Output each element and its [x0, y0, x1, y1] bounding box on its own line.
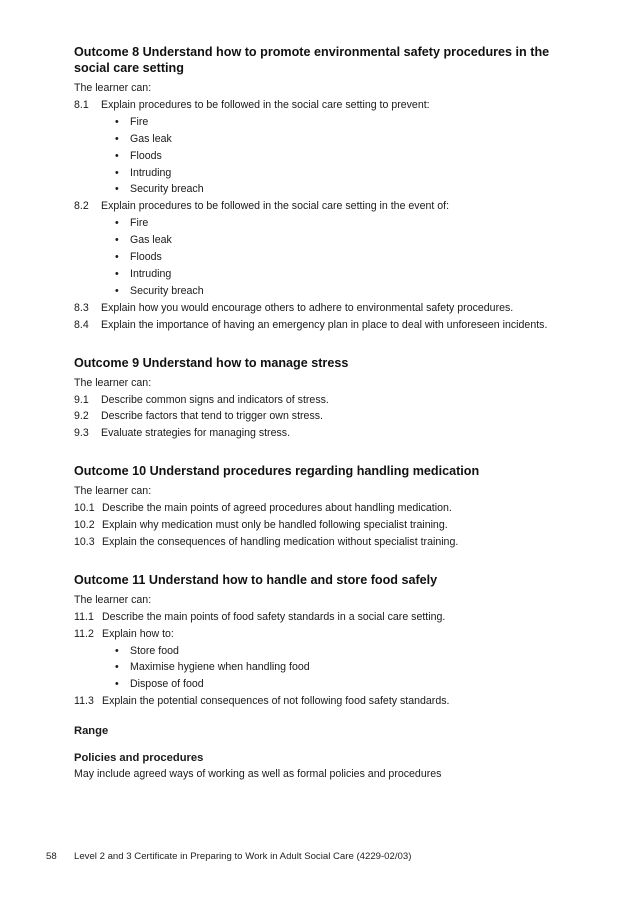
bullet-icon: •	[115, 166, 119, 179]
criterion-10-3	[74, 534, 594, 551]
list-item	[74, 232, 594, 249]
criterion-text: Explain how you would encourage others to adhere to environmental safety procedures.	[101, 301, 514, 314]
outcome-9	[74, 355, 594, 443]
outcome-heading: Outcome 11 Understand how to handle and store food safely	[74, 572, 438, 587]
learner-intro: The learner can:	[74, 593, 152, 606]
list-item	[74, 659, 594, 676]
outcome-heading-line: Outcome 8 Understand how to promote environmental safety procedures in the	[74, 45, 550, 59]
outcome-8	[74, 44, 594, 334]
list-item	[74, 283, 594, 300]
list-item	[74, 676, 594, 693]
criterion-9-2	[74, 408, 594, 425]
bullet-icon: •	[115, 644, 119, 657]
bullet-icon: •	[115, 284, 119, 297]
criterion-number: 8.1	[74, 98, 89, 111]
criterion-11-3	[74, 693, 594, 710]
outcome-heading: Outcome 10 Understand procedures regarding handling medication	[74, 464, 480, 479]
list-item	[74, 114, 594, 131]
list-item-text: Gas leak	[130, 132, 172, 145]
list-item-text: Dispose of food	[130, 678, 204, 691]
criterion-text: Explain procedures to be followed in the social care setting to prevent:	[101, 98, 430, 111]
footer-text: Level 2 and 3 Certificate in Preparing to Work in Adult Social Care (4229-02/03)	[74, 851, 412, 862]
criterion-10-2	[74, 517, 594, 534]
list-item-text: Fire	[130, 115, 149, 128]
list-item	[74, 249, 594, 266]
criterion-8-1	[74, 97, 594, 114]
criterion-text: Explain why medication must only be handled following specialist training.	[102, 519, 448, 532]
policies-text: May include agreed ways of working as well as formal policies and procedures	[74, 768, 442, 781]
bullet-icon: •	[115, 115, 119, 128]
list-item-text: Maximise hygiene when handling food	[130, 661, 310, 674]
criterion-text: Explain the potential consequences of not following food safety standards.	[102, 695, 450, 708]
criterion-text: Describe the main points of agreed procedures about handling medication.	[102, 502, 452, 515]
criterion-number: 9.2	[74, 410, 89, 423]
criterion-number: 11.1	[74, 610, 94, 623]
document-body	[74, 44, 594, 783]
criterion-text: Explain the importance of having an emergency plan in place to deal with unforeseen incidents.	[101, 318, 548, 331]
criterion-number: 11.3	[74, 695, 94, 708]
list-item-text: Security breach	[130, 183, 204, 196]
criterion-text: Describe factors that tend to trigger own stress.	[101, 410, 323, 423]
criterion-number: 9.1	[74, 393, 89, 406]
list-item-text: Floods	[130, 251, 162, 264]
criterion-text: Evaluate strategies for managing stress.	[101, 427, 291, 440]
bullet-icon: •	[115, 267, 119, 280]
bullet-icon: •	[115, 132, 119, 145]
criterion-10-1	[74, 500, 594, 517]
list-item-text: Fire	[130, 217, 149, 230]
bullet-icon: •	[115, 678, 119, 691]
criterion-text: Explain procedures to be followed in the social care setting in the event of:	[101, 200, 450, 213]
list-item-text: Intruding	[130, 267, 172, 280]
outcome-heading	[74, 44, 594, 76]
outcome-heading-line: social care setting	[74, 61, 184, 75]
list-item-text: Store food	[130, 644, 179, 657]
bullet-icon: •	[115, 661, 119, 674]
criterion-number: 8.2	[74, 200, 89, 213]
criterion-9-3	[74, 425, 594, 442]
policies-heading: Policies and procedures	[74, 752, 204, 765]
bullet-icon: •	[115, 217, 119, 230]
list-item	[74, 181, 594, 198]
criterion-number: 8.4	[74, 318, 89, 331]
list-item	[74, 215, 594, 232]
list-item-text: Intruding	[130, 166, 172, 179]
criterion-number: 10.2	[74, 519, 95, 532]
criterion-text: Explain how to:	[102, 627, 174, 640]
criterion-8-3	[74, 300, 594, 317]
criterion-text: Explain the consequences of handling medication without specialist training.	[102, 535, 459, 548]
list-item	[74, 165, 594, 182]
outcome-11	[74, 572, 594, 710]
criterion-number: 10.1	[74, 502, 95, 515]
criterion-number: 8.3	[74, 301, 89, 314]
bullet-icon: •	[115, 234, 119, 247]
bullet-icon: •	[115, 251, 119, 264]
criterion-11-1	[74, 609, 594, 626]
criterion-text: Describe common signs and indicators of stress.	[101, 393, 329, 406]
learner-intro: The learner can:	[74, 82, 152, 94]
outcome-10	[74, 463, 594, 551]
list-item	[74, 148, 594, 165]
criterion-8-2	[74, 198, 594, 215]
list-item-text: Floods	[130, 149, 162, 162]
learner-intro: The learner can:	[74, 485, 152, 498]
outcome-heading: Outcome 9 Understand how to manage stress	[74, 355, 349, 370]
page-footer	[46, 851, 411, 862]
list-item	[74, 266, 594, 283]
learner-intro: The learner can:	[74, 376, 152, 389]
criterion-8-4	[74, 317, 594, 334]
range-heading: Range	[74, 725, 109, 738]
criterion-9-1	[74, 392, 594, 409]
list-item	[74, 643, 594, 660]
criterion-11-2	[74, 626, 594, 643]
criterion-text: Describe the main points of food safety standards in a social care setting.	[102, 610, 446, 623]
bullet-icon: •	[115, 149, 119, 162]
list-item-text: Security breach	[130, 284, 204, 297]
list-item-text: Gas leak	[130, 234, 172, 247]
criterion-number: 10.3	[74, 535, 95, 548]
list-item	[74, 131, 594, 148]
criterion-number: 9.3	[74, 427, 89, 440]
criterion-number: 11.2	[74, 627, 94, 640]
bullet-icon: •	[115, 183, 119, 196]
page-number: 58	[46, 851, 57, 862]
